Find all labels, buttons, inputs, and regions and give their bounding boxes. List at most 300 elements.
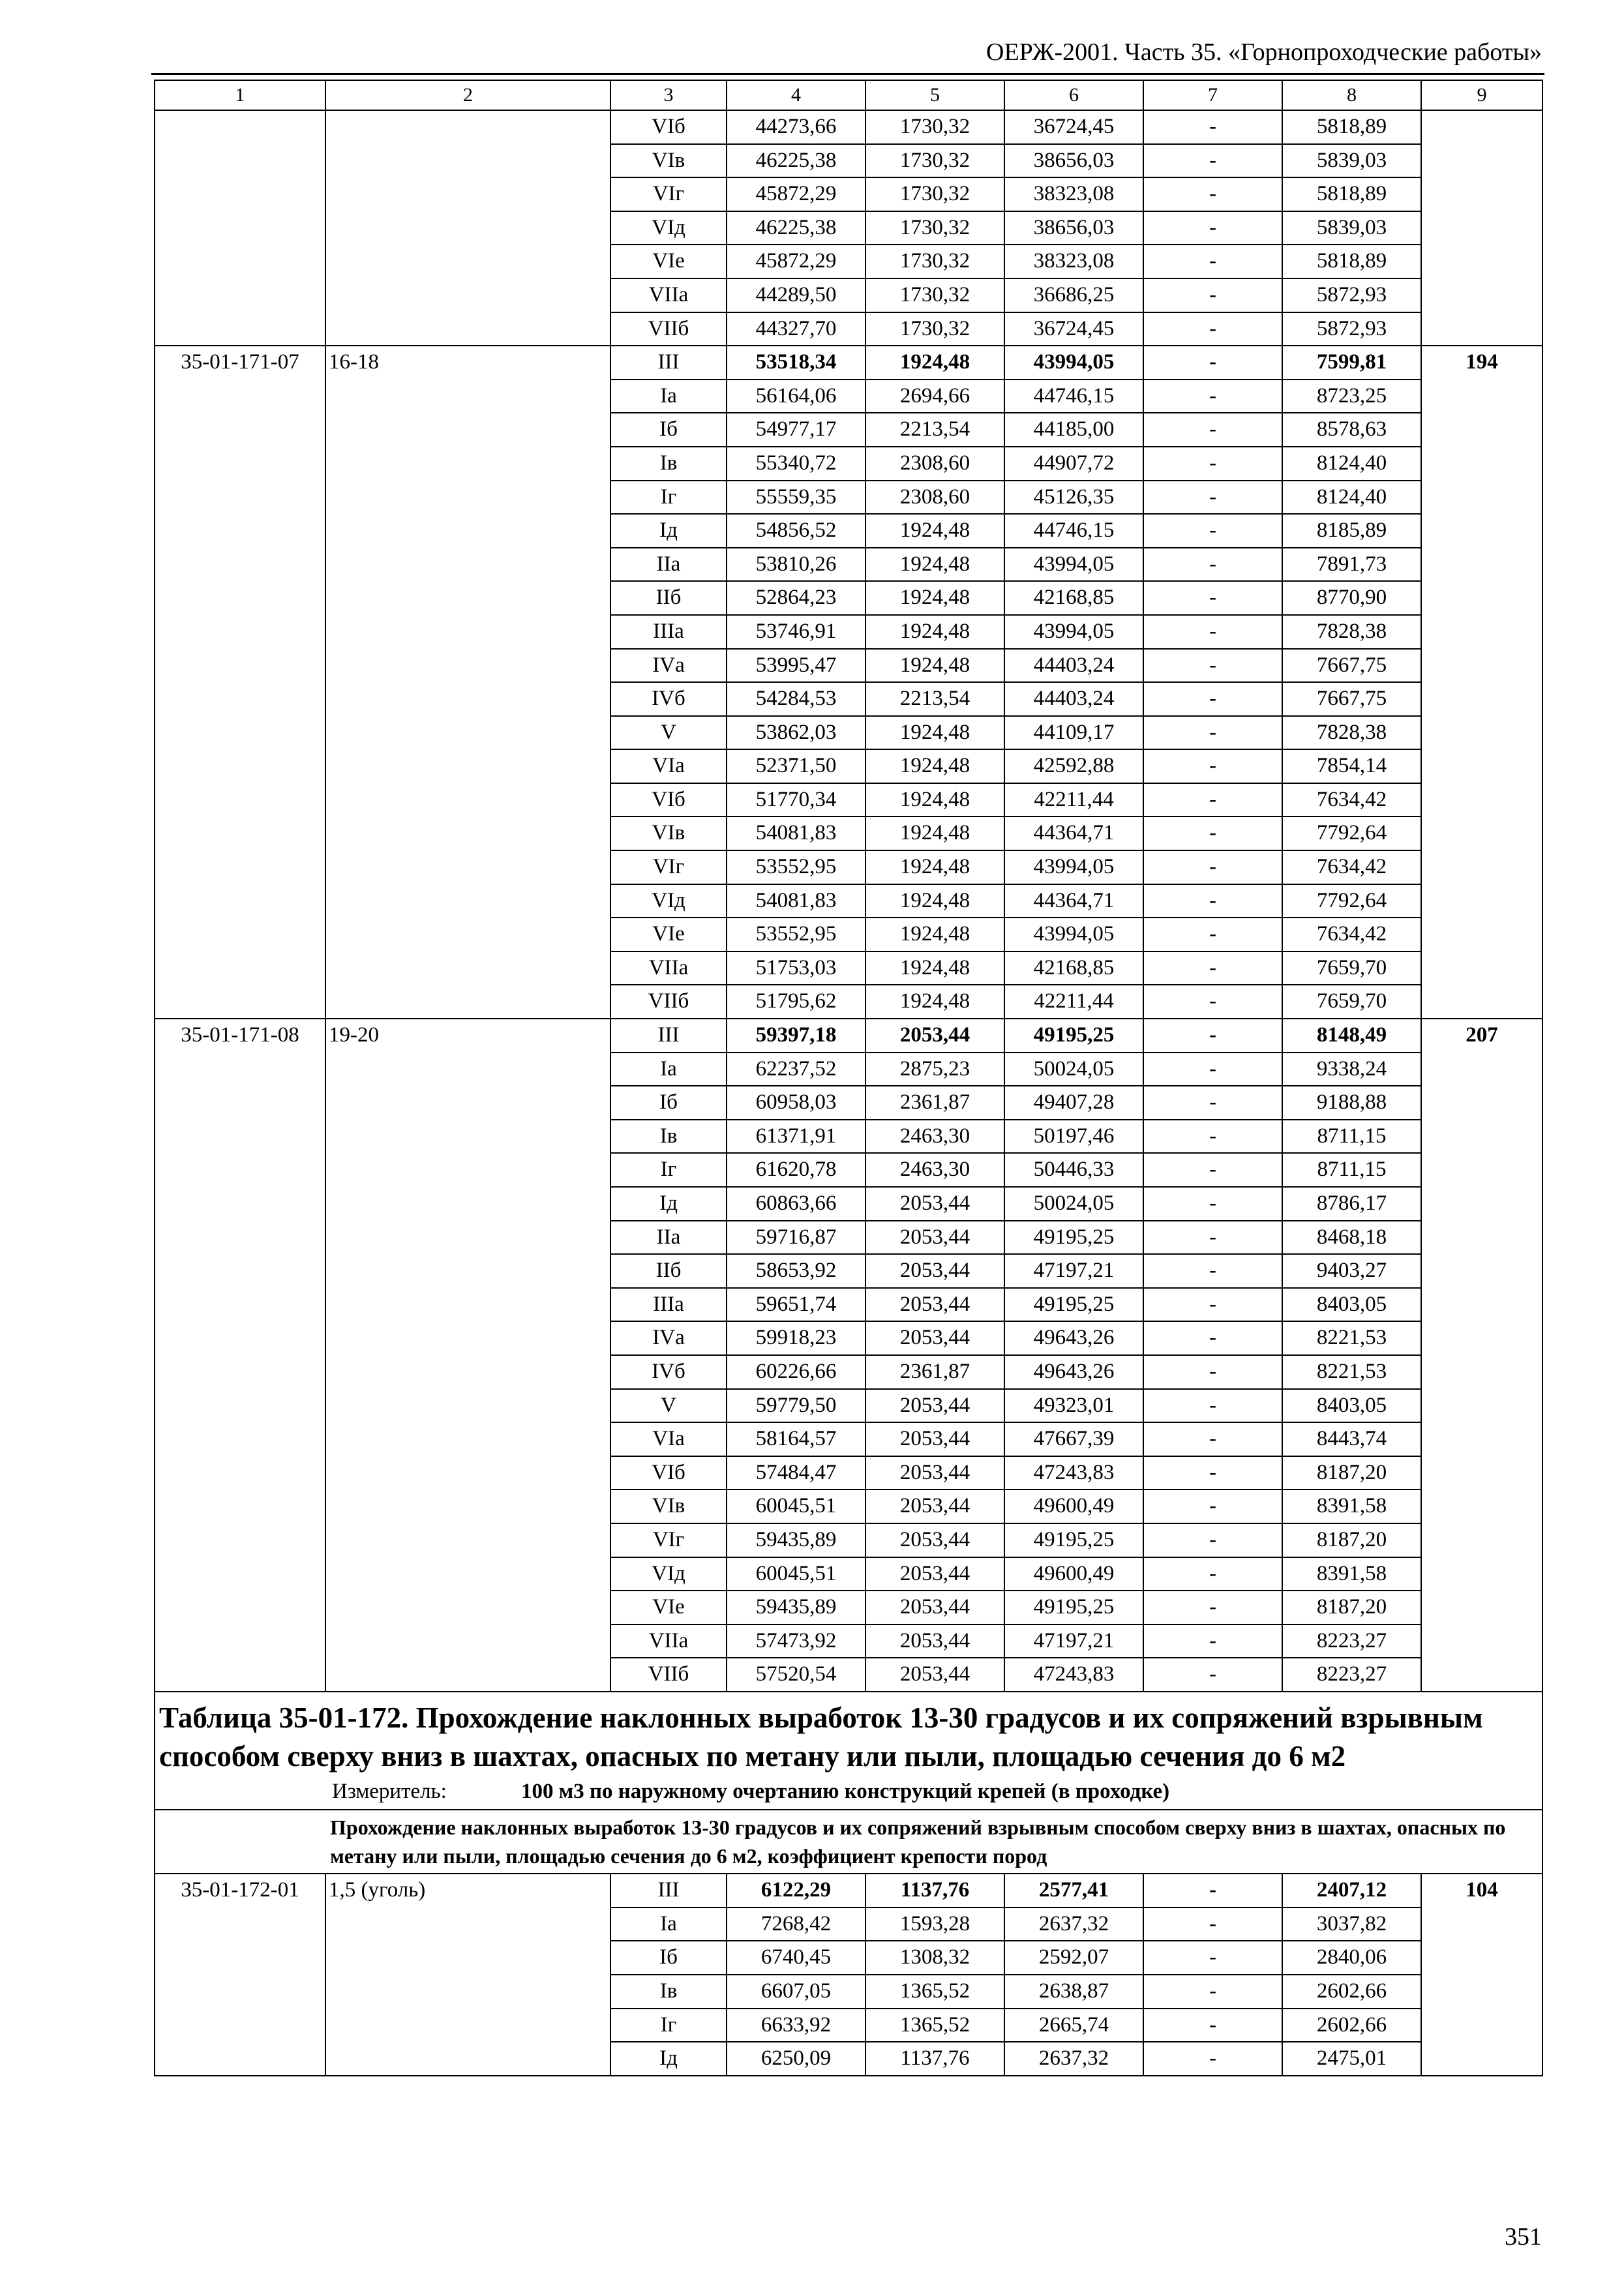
wages: 2213,54 <box>865 682 1004 716</box>
machine-cost: 49407,28 <box>1004 1086 1143 1120</box>
total-cost: 59435,89 <box>727 1523 865 1557</box>
table-title-block <box>155 1692 1542 1810</box>
materials: - <box>1143 1941 1282 1975</box>
total-cost: 54284,53 <box>727 682 865 716</box>
table-row <box>155 1874 1542 1908</box>
machine-cost: 49195,25 <box>1004 1523 1143 1557</box>
total-cost: 54977,17 <box>727 413 865 447</box>
machine-cost: 36686,25 <box>1004 278 1143 312</box>
total-cost: 59651,74 <box>727 1288 865 1322</box>
total-cost: 53746,91 <box>727 615 865 649</box>
wages: 1365,52 <box>865 2009 1004 2042</box>
ground-category: Iв <box>610 1975 727 2009</box>
wages: 1924,48 <box>865 783 1004 817</box>
total-cost: 53995,47 <box>727 649 865 683</box>
labor-hours: 8124,40 <box>1282 447 1421 481</box>
labor-hours: 8221,53 <box>1282 1321 1421 1355</box>
wages: 1137,76 <box>865 2042 1004 2076</box>
total-cost: 61620,78 <box>727 1153 865 1187</box>
materials: - <box>1143 1053 1282 1086</box>
ground-category: VIд <box>610 1557 727 1591</box>
wages: 2361,87 <box>865 1086 1004 1120</box>
total-cost: 52371,50 <box>727 749 865 783</box>
wages: 1730,32 <box>865 110 1004 144</box>
labor-hours: 8391,58 <box>1282 1557 1421 1591</box>
rock-strength: 19-20 <box>325 1019 610 1692</box>
materials: - <box>1143 2042 1282 2076</box>
total-cost: 44327,70 <box>727 312 865 346</box>
labor-hours: 8443,74 <box>1282 1422 1421 1456</box>
wages: 2053,44 <box>865 1187 1004 1221</box>
wages: 1593,28 <box>865 1908 1004 1941</box>
wages: 1924,48 <box>865 716 1004 750</box>
ground-category: V <box>610 1389 727 1423</box>
ground-category: IVа <box>610 1321 727 1355</box>
materials: - <box>1143 110 1282 144</box>
labor-hours: 2475,01 <box>1282 2042 1421 2076</box>
wages: 2361,87 <box>865 1355 1004 1389</box>
materials: - <box>1143 1153 1282 1187</box>
labor-hours: 8403,05 <box>1282 1288 1421 1322</box>
materials: - <box>1143 850 1282 884</box>
machine-cost: 49600,49 <box>1004 1489 1143 1523</box>
labor-hours: 8221,53 <box>1282 1355 1421 1389</box>
wages: 1924,48 <box>865 951 1004 985</box>
materials: - <box>1143 278 1282 312</box>
total-cost: 44273,66 <box>727 110 865 144</box>
wages: 2694,66 <box>865 380 1004 413</box>
machine-cost: 49195,25 <box>1004 1019 1143 1053</box>
wages: 1924,48 <box>865 581 1004 615</box>
ground-category: Iд <box>610 1187 727 1221</box>
wages: 2875,23 <box>865 1053 1004 1086</box>
labor-hours: 8187,20 <box>1282 1591 1421 1624</box>
machine-cost: 49195,25 <box>1004 1591 1143 1624</box>
ground-category: VIв <box>610 1489 727 1523</box>
labor-hours: 5839,03 <box>1282 144 1421 178</box>
labor-hours: 7659,70 <box>1282 951 1421 985</box>
ground-category: VIд <box>610 884 727 918</box>
machine-cost: 2665,74 <box>1004 2009 1143 2042</box>
wages: 2463,30 <box>865 1120 1004 1154</box>
machine-cost: 49323,01 <box>1004 1389 1143 1423</box>
wages: 1924,48 <box>865 649 1004 683</box>
labor-hours: 8711,15 <box>1282 1153 1421 1187</box>
machine-cost: 49195,25 <box>1004 1288 1143 1322</box>
labor-hours: 8786,17 <box>1282 1187 1421 1221</box>
machine-cost: 44907,72 <box>1004 447 1143 481</box>
labor-hours: 7828,38 <box>1282 615 1421 649</box>
ground-category: Iв <box>610 447 727 481</box>
rate-code: 35-01-172-01 <box>155 1874 325 2076</box>
labor-hours: 9188,88 <box>1282 1086 1421 1120</box>
materials: - <box>1143 346 1282 380</box>
machine-cost: 2577,41 <box>1004 1874 1143 1908</box>
total-cost: 59435,89 <box>727 1591 865 1624</box>
labor-hours: 5818,89 <box>1282 177 1421 211</box>
ground-category: IVб <box>610 1355 727 1389</box>
total-cost: 46225,38 <box>727 144 865 178</box>
labor-hours: 5839,03 <box>1282 211 1421 245</box>
page-number: 351 <box>1505 2223 1542 2251</box>
measure-unit-value: 100 м3 по наружному очертанию конструкций крепей (в проходке) <box>521 1779 1170 1803</box>
wages: 1924,48 <box>865 918 1004 951</box>
machine-cost: 50446,33 <box>1004 1153 1143 1187</box>
labor-hours: 8223,27 <box>1282 1624 1421 1658</box>
labor-hours: 7792,64 <box>1282 884 1421 918</box>
labor-hours: 8187,20 <box>1282 1523 1421 1557</box>
column-number: 8 <box>1282 80 1421 110</box>
labor-hours: 8468,18 <box>1282 1221 1421 1255</box>
wages: 2053,44 <box>865 1489 1004 1523</box>
total-cost: 51770,34 <box>727 783 865 817</box>
ground-category: Iб <box>610 1941 727 1975</box>
wages: 1924,48 <box>865 850 1004 884</box>
materials: - <box>1143 1321 1282 1355</box>
materials: - <box>1143 749 1282 783</box>
total-cost: 59779,50 <box>727 1389 865 1423</box>
wages: 2053,44 <box>865 1221 1004 1255</box>
labor-hours: 7634,42 <box>1282 783 1421 817</box>
materials: - <box>1143 245 1282 278</box>
wages: 1137,76 <box>865 1874 1004 1908</box>
machine-cost: 47667,39 <box>1004 1422 1143 1456</box>
machine-cost: 2637,32 <box>1004 1908 1143 1941</box>
materials: - <box>1143 682 1282 716</box>
machine-cost: 47197,21 <box>1004 1254 1143 1288</box>
materials: - <box>1143 1355 1282 1389</box>
materials: - <box>1143 1422 1282 1456</box>
ground-category: IIа <box>610 1221 727 1255</box>
total-cost: 59716,87 <box>727 1221 865 1255</box>
total-cost: 7268,42 <box>727 1908 865 1941</box>
ground-category: Iа <box>610 1053 727 1086</box>
ground-category: VIе <box>610 245 727 278</box>
materials: - <box>1143 1086 1282 1120</box>
labor-hours: 8124,40 <box>1282 481 1421 515</box>
labor-hours: 7634,42 <box>1282 850 1421 884</box>
table-title-row <box>155 1692 1542 1810</box>
ground-category: V <box>610 716 727 750</box>
materials: - <box>1143 1624 1282 1658</box>
ground-category: Iг <box>610 2009 727 2042</box>
rock-strength: 1,5 (уголь) <box>325 1874 610 2076</box>
wages: 1924,48 <box>865 514 1004 548</box>
materials: - <box>1143 177 1282 211</box>
wages: 1365,52 <box>865 1975 1004 2009</box>
labor-hours: 2407,12 <box>1282 1874 1421 1908</box>
materials: - <box>1143 413 1282 447</box>
wages: 2053,44 <box>865 1389 1004 1423</box>
labor-hours: 9338,24 <box>1282 1053 1421 1086</box>
machine-cost: 47197,21 <box>1004 1624 1143 1658</box>
ground-category: Iд <box>610 514 727 548</box>
total-cost: 53862,03 <box>727 716 865 750</box>
materials: - <box>1143 1523 1282 1557</box>
running-header-title: ОЕРЖ-2001. Часть 35. «Горнопроходческие работы» <box>986 38 1542 66</box>
ground-category: IVб <box>610 682 727 716</box>
total-cost: 54856,52 <box>727 514 865 548</box>
total-cost: 54081,83 <box>727 816 865 850</box>
wages: 2053,44 <box>865 1321 1004 1355</box>
machine-cost: 42211,44 <box>1004 985 1143 1019</box>
materials: - <box>1143 1874 1282 1908</box>
ground-category: Iг <box>610 1153 727 1187</box>
labor-hours: 8223,27 <box>1282 1658 1421 1692</box>
total-cost: 60863,66 <box>727 1187 865 1221</box>
labor-hours: 5872,93 <box>1282 312 1421 346</box>
machine-cost: 43994,05 <box>1004 346 1143 380</box>
machine-cost: 50024,05 <box>1004 1053 1143 1086</box>
labor-hours: 8711,15 <box>1282 1120 1421 1154</box>
labor-hours: 2602,66 <box>1282 1975 1421 2009</box>
materials: - <box>1143 1254 1282 1288</box>
labor-hours: 8185,89 <box>1282 514 1421 548</box>
machine-cost: 44746,15 <box>1004 380 1143 413</box>
wages: 1924,48 <box>865 548 1004 582</box>
total-cost: 46225,38 <box>727 211 865 245</box>
total-cost: 58164,57 <box>727 1422 865 1456</box>
total-cost: 53552,95 <box>727 918 865 951</box>
table-row <box>155 110 1542 144</box>
wages: 2053,44 <box>865 1019 1004 1053</box>
labor-hours: 8770,90 <box>1282 581 1421 615</box>
machine-cost: 38656,03 <box>1004 144 1143 178</box>
wages: 1924,48 <box>865 985 1004 1019</box>
ground-category: VIIа <box>610 278 727 312</box>
wages: 1924,48 <box>865 816 1004 850</box>
total-cost: 62237,52 <box>727 1053 865 1086</box>
total-cost: 60226,66 <box>727 1355 865 1389</box>
machine-cost: 38323,08 <box>1004 177 1143 211</box>
machine-cost: 38656,03 <box>1004 211 1143 245</box>
table-subtitle: Прохождение наклонных выработок 13-30 градусов и их сопряжений взрывным способом сверху вниз в шахтах, опасных по метану или пыли, площадью сечения до 6 м2, коэффициент крепости пород <box>155 1810 1542 1874</box>
ground-category: IIа <box>610 548 727 582</box>
labor-hours: 2602,66 <box>1282 2009 1421 2042</box>
ground-category: VIв <box>610 816 727 850</box>
labor-hours: 7891,73 <box>1282 548 1421 582</box>
materials: - <box>1143 1489 1282 1523</box>
ground-category: IVа <box>610 649 727 683</box>
materials: - <box>1143 716 1282 750</box>
wages: 2053,44 <box>865 1624 1004 1658</box>
ground-category: VIа <box>610 1422 727 1456</box>
total-cost: 51753,03 <box>727 951 865 985</box>
wages: 2053,44 <box>865 1254 1004 1288</box>
wages: 2053,44 <box>865 1591 1004 1624</box>
labor-hours: 5872,93 <box>1282 278 1421 312</box>
machine-cost: 47243,83 <box>1004 1456 1143 1490</box>
materials: - <box>1143 1908 1282 1941</box>
total-cost: 59918,23 <box>727 1321 865 1355</box>
total-cost: 53518,34 <box>727 346 865 380</box>
labor-hours: 7792,64 <box>1282 816 1421 850</box>
measure-unit-label: Измеритель: <box>332 1779 447 1803</box>
column-number: 6 <box>1004 80 1143 110</box>
workers-count: 194 <box>1421 346 1542 1019</box>
labor-hours: 7634,42 <box>1282 918 1421 951</box>
labor-hours: 8187,20 <box>1282 1456 1421 1490</box>
machine-cost: 47243,83 <box>1004 1658 1143 1692</box>
total-cost: 57484,47 <box>727 1456 865 1490</box>
header-divider <box>151 73 1544 75</box>
total-cost: 45872,29 <box>727 177 865 211</box>
wages: 2053,44 <box>865 1658 1004 1692</box>
materials: - <box>1143 1187 1282 1221</box>
labor-hours: 7667,75 <box>1282 649 1421 683</box>
machine-cost: 38323,08 <box>1004 245 1143 278</box>
ground-category: VIг <box>610 177 727 211</box>
materials: - <box>1143 985 1282 1019</box>
ground-category: IIб <box>610 581 727 615</box>
machine-cost: 43994,05 <box>1004 918 1143 951</box>
column-number: 9 <box>1421 80 1542 110</box>
column-number: 3 <box>610 80 727 110</box>
rates-table <box>154 80 1543 2076</box>
materials: - <box>1143 816 1282 850</box>
rock-strength <box>325 110 610 346</box>
total-cost: 56164,06 <box>727 380 865 413</box>
rate-code <box>155 110 325 346</box>
machine-cost: 42211,44 <box>1004 783 1143 817</box>
machine-cost: 42168,85 <box>1004 581 1143 615</box>
ground-category: VIIа <box>610 1624 727 1658</box>
materials: - <box>1143 1456 1282 1490</box>
labor-hours: 5818,89 <box>1282 110 1421 144</box>
machine-cost: 36724,45 <box>1004 110 1143 144</box>
ground-category: VIб <box>610 110 727 144</box>
labor-hours: 3037,82 <box>1282 1908 1421 1941</box>
materials: - <box>1143 144 1282 178</box>
wages: 1924,48 <box>865 615 1004 649</box>
labor-hours: 9403,27 <box>1282 1254 1421 1288</box>
wages: 2213,54 <box>865 413 1004 447</box>
total-cost: 6633,92 <box>727 2009 865 2042</box>
column-number: 4 <box>727 80 865 110</box>
labor-hours: 7828,38 <box>1282 716 1421 750</box>
rock-strength: 16-18 <box>325 346 610 1019</box>
ground-category: III <box>610 346 727 380</box>
wages: 1730,32 <box>865 278 1004 312</box>
workers-count: 207 <box>1421 1019 1542 1692</box>
machine-cost: 2638,87 <box>1004 1975 1143 2009</box>
ground-category: Iа <box>610 380 727 413</box>
materials: - <box>1143 1658 1282 1692</box>
column-number: 2 <box>325 80 610 110</box>
ground-category: VIе <box>610 918 727 951</box>
column-number: 7 <box>1143 80 1282 110</box>
total-cost: 61371,91 <box>727 1120 865 1154</box>
ground-category: VIб <box>610 1456 727 1490</box>
ground-category: VIв <box>610 144 727 178</box>
materials: - <box>1143 548 1282 582</box>
machine-cost: 43994,05 <box>1004 548 1143 582</box>
machine-cost: 45126,35 <box>1004 481 1143 515</box>
ground-category: Iв <box>610 1120 727 1154</box>
wages: 1924,48 <box>865 346 1004 380</box>
total-cost: 60958,03 <box>727 1086 865 1120</box>
ground-category: VIа <box>610 749 727 783</box>
machine-cost: 42168,85 <box>1004 951 1143 985</box>
total-cost: 6740,45 <box>727 1941 865 1975</box>
materials: - <box>1143 649 1282 683</box>
column-number: 5 <box>865 80 1004 110</box>
materials: - <box>1143 2009 1282 2042</box>
total-cost: 55340,72 <box>727 447 865 481</box>
ground-category: IIб <box>610 1254 727 1288</box>
workers-count: 104 <box>1421 1874 1542 2076</box>
machine-cost: 49643,26 <box>1004 1355 1143 1389</box>
ground-category: VIIб <box>610 985 727 1019</box>
materials: - <box>1143 514 1282 548</box>
machine-cost: 43994,05 <box>1004 850 1143 884</box>
wages: 1924,48 <box>865 749 1004 783</box>
ground-category: Iб <box>610 1086 727 1120</box>
ground-category: VIе <box>610 1591 727 1624</box>
ground-category: Iг <box>610 481 727 515</box>
ground-category: Iа <box>610 1908 727 1941</box>
materials: - <box>1143 918 1282 951</box>
machine-cost: 49195,25 <box>1004 1221 1143 1255</box>
materials: - <box>1143 783 1282 817</box>
rate-code: 35-01-171-08 <box>155 1019 325 1692</box>
materials: - <box>1143 1557 1282 1591</box>
machine-cost: 2637,32 <box>1004 2042 1143 2076</box>
total-cost: 6250,09 <box>727 2042 865 2076</box>
materials: - <box>1143 884 1282 918</box>
materials: - <box>1143 1019 1282 1053</box>
wages: 2053,44 <box>865 1288 1004 1322</box>
wages: 1730,32 <box>865 177 1004 211</box>
wages: 1308,32 <box>865 1941 1004 1975</box>
ground-category: III <box>610 1874 727 1908</box>
materials: - <box>1143 581 1282 615</box>
wages: 2053,44 <box>865 1523 1004 1557</box>
workers-count <box>1421 110 1542 346</box>
ground-category: IIIа <box>610 1288 727 1322</box>
materials: - <box>1143 1591 1282 1624</box>
total-cost: 53552,95 <box>727 850 865 884</box>
total-cost: 44289,50 <box>727 278 865 312</box>
machine-cost: 43994,05 <box>1004 615 1143 649</box>
total-cost: 53810,26 <box>727 548 865 582</box>
wages: 2308,60 <box>865 447 1004 481</box>
total-cost: 58653,92 <box>727 1254 865 1288</box>
materials: - <box>1143 481 1282 515</box>
total-cost: 51795,62 <box>727 985 865 1019</box>
materials: - <box>1143 380 1282 413</box>
labor-hours: 8578,63 <box>1282 413 1421 447</box>
wages: 2053,44 <box>865 1422 1004 1456</box>
machine-cost: 44185,00 <box>1004 413 1143 447</box>
total-cost: 57520,54 <box>727 1658 865 1692</box>
ground-category: VIIа <box>610 951 727 985</box>
ground-category: VIIб <box>610 1658 727 1692</box>
labor-hours: 7667,75 <box>1282 682 1421 716</box>
machine-cost: 49643,26 <box>1004 1321 1143 1355</box>
wages: 1924,48 <box>865 884 1004 918</box>
table-title: Таблица 35-01-172. Прохождение наклонных выработок 13-30 градусов и их сопряжений взрывным способом сверху вниз в шахтах, опасных по метану или пыли, площадью сечения до 6 м2 <box>159 1701 1483 1773</box>
machine-cost: 36724,45 <box>1004 312 1143 346</box>
materials: - <box>1143 1389 1282 1423</box>
machine-cost: 49600,49 <box>1004 1557 1143 1591</box>
materials: - <box>1143 447 1282 481</box>
total-cost: 54081,83 <box>727 884 865 918</box>
wages: 2308,60 <box>865 481 1004 515</box>
total-cost: 45872,29 <box>727 245 865 278</box>
materials: - <box>1143 1120 1282 1154</box>
labor-hours: 5818,89 <box>1282 245 1421 278</box>
